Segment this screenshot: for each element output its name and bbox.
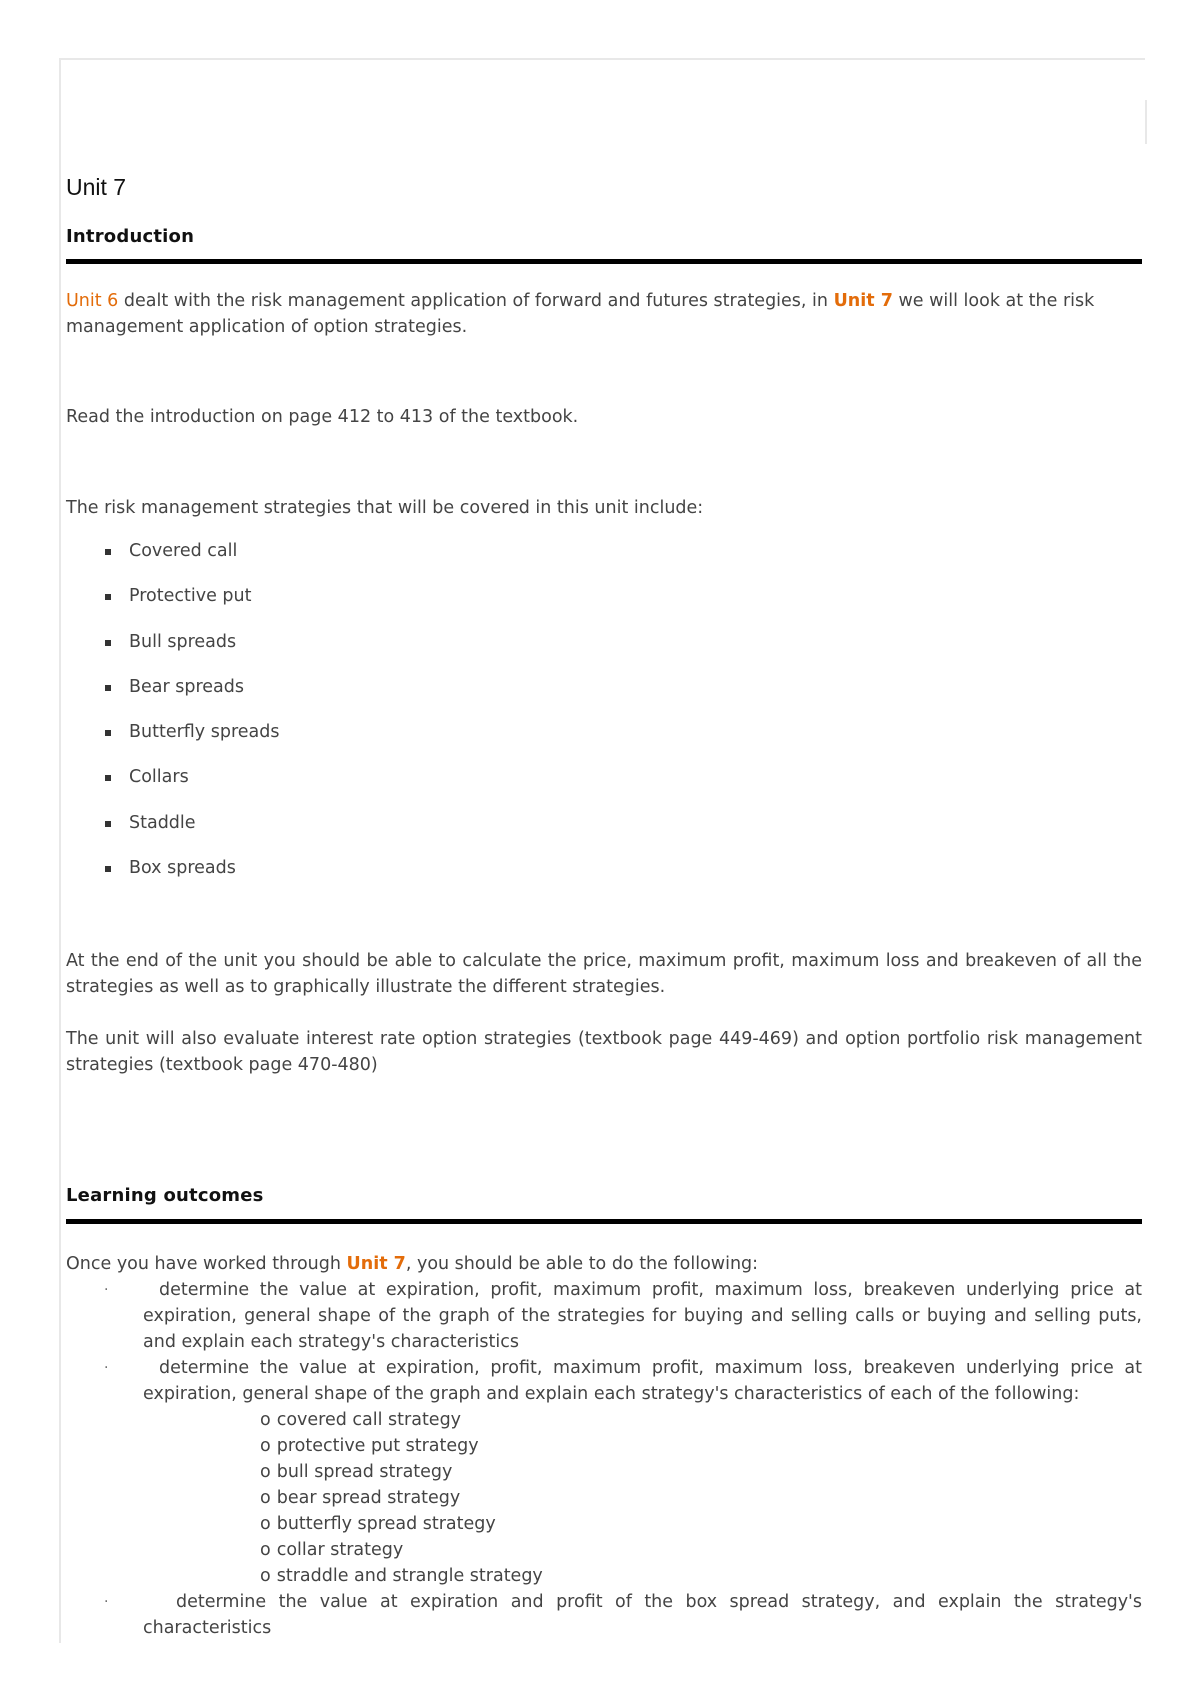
- introduction-divider: [66, 259, 1142, 264]
- strategies-intro: The risk management strategies that will be covered in this unit include:: [66, 498, 704, 518]
- reading-instruction: Read the introduction on page 412 to 413 of the textbook.: [66, 407, 579, 427]
- bullet-icon: [105, 594, 111, 600]
- page-title: Unit 7: [66, 174, 127, 200]
- page-frame-right: [1145, 100, 1147, 144]
- unit-7-link[interactable]: Unit 7: [346, 1254, 406, 1274]
- intro-text-a: dealt with the risk management application of forward and futures strategies, in: [118, 291, 834, 311]
- list-item: Bear spreads: [66, 674, 279, 719]
- bullet-icon: [105, 685, 111, 691]
- list-item: Protective put: [66, 583, 279, 628]
- outcome-sublist: [66, 1407, 1142, 1589]
- intro-text-b: we will look at the risk management application of option strategies.: [66, 291, 1095, 337]
- list-item: Box spreads: [66, 855, 279, 900]
- page-frame-top: [59, 58, 1145, 60]
- learning-outcomes-heading: Learning outcomes: [66, 1185, 264, 1206]
- list-item: Butterfly spreads: [66, 719, 279, 764]
- list-item: o butterfly spread strategy: [260, 1514, 496, 1534]
- intro-paragraph: [66, 288, 1142, 340]
- outcome-item: · determine the value at expiration, profit, maximum profit, maximum loss, breakeven underlying price at expiration, general shape of the graph and explain each strategy's characteristics of each of the following:: [66, 1355, 1142, 1407]
- unit-7-link[interactable]: Unit 7: [833, 291, 893, 311]
- bullet-icon: [105, 549, 111, 555]
- outcome-item: · determine the value at expiration and profit of the box spread strategy, and explain the strategy's characteristics: [66, 1589, 1142, 1641]
- bullet-icon: [105, 640, 111, 646]
- bullet-icon: [105, 821, 111, 827]
- list-item: Collars: [66, 764, 279, 809]
- list-item: Staddle: [66, 810, 279, 855]
- bullet-icon: ·: [104, 1282, 109, 1298]
- outcome-item: · determine the value at expiration, profit, maximum profit, maximum loss, breakeven underlying price at expiration, general shape of the graph of the strategies for buying and selling calls or buying and selling puts, and explain each strategy's characteristics: [66, 1277, 1142, 1355]
- list-item: o bull spread strategy: [260, 1462, 453, 1482]
- list-item: Bull spreads: [66, 629, 279, 674]
- page-frame-left: [59, 58, 61, 1643]
- bullet-icon: ·: [104, 1594, 109, 1610]
- bullet-icon: [105, 730, 111, 736]
- calculation-paragraph: At the end of the unit you should be able to calculate the price, maximum profit, maximum loss and breakeven of all the strategies as well as to graphically illustrate the different strategies.: [66, 951, 1142, 997]
- learning-outcomes-body: [66, 1251, 1142, 1641]
- bullet-icon: ·: [104, 1360, 109, 1376]
- list-item: Covered call: [66, 538, 279, 583]
- list-item: o collar strategy: [260, 1540, 404, 1560]
- unit-6-link[interactable]: Unit 6: [66, 291, 119, 311]
- bullet-icon: [105, 866, 111, 872]
- list-item: o covered call strategy: [260, 1410, 462, 1430]
- interest-rate-paragraph: The unit will also evaluate interest rate option strategies (textbook page 449-469) and option portfolio risk management strategies (textbook page 470-480): [66, 1029, 1142, 1075]
- bullet-icon: [105, 775, 111, 781]
- strategies-list: [66, 538, 279, 900]
- list-item: o bear spread strategy: [260, 1488, 461, 1508]
- outcomes-intro: Once you have worked through Unit 7, you should be able to do the following:: [66, 1254, 759, 1274]
- introduction-heading: Introduction: [66, 226, 195, 247]
- list-item: o straddle and strangle strategy: [260, 1566, 543, 1586]
- learning-outcomes-divider: [66, 1219, 1142, 1224]
- list-item: o protective put strategy: [260, 1436, 479, 1456]
